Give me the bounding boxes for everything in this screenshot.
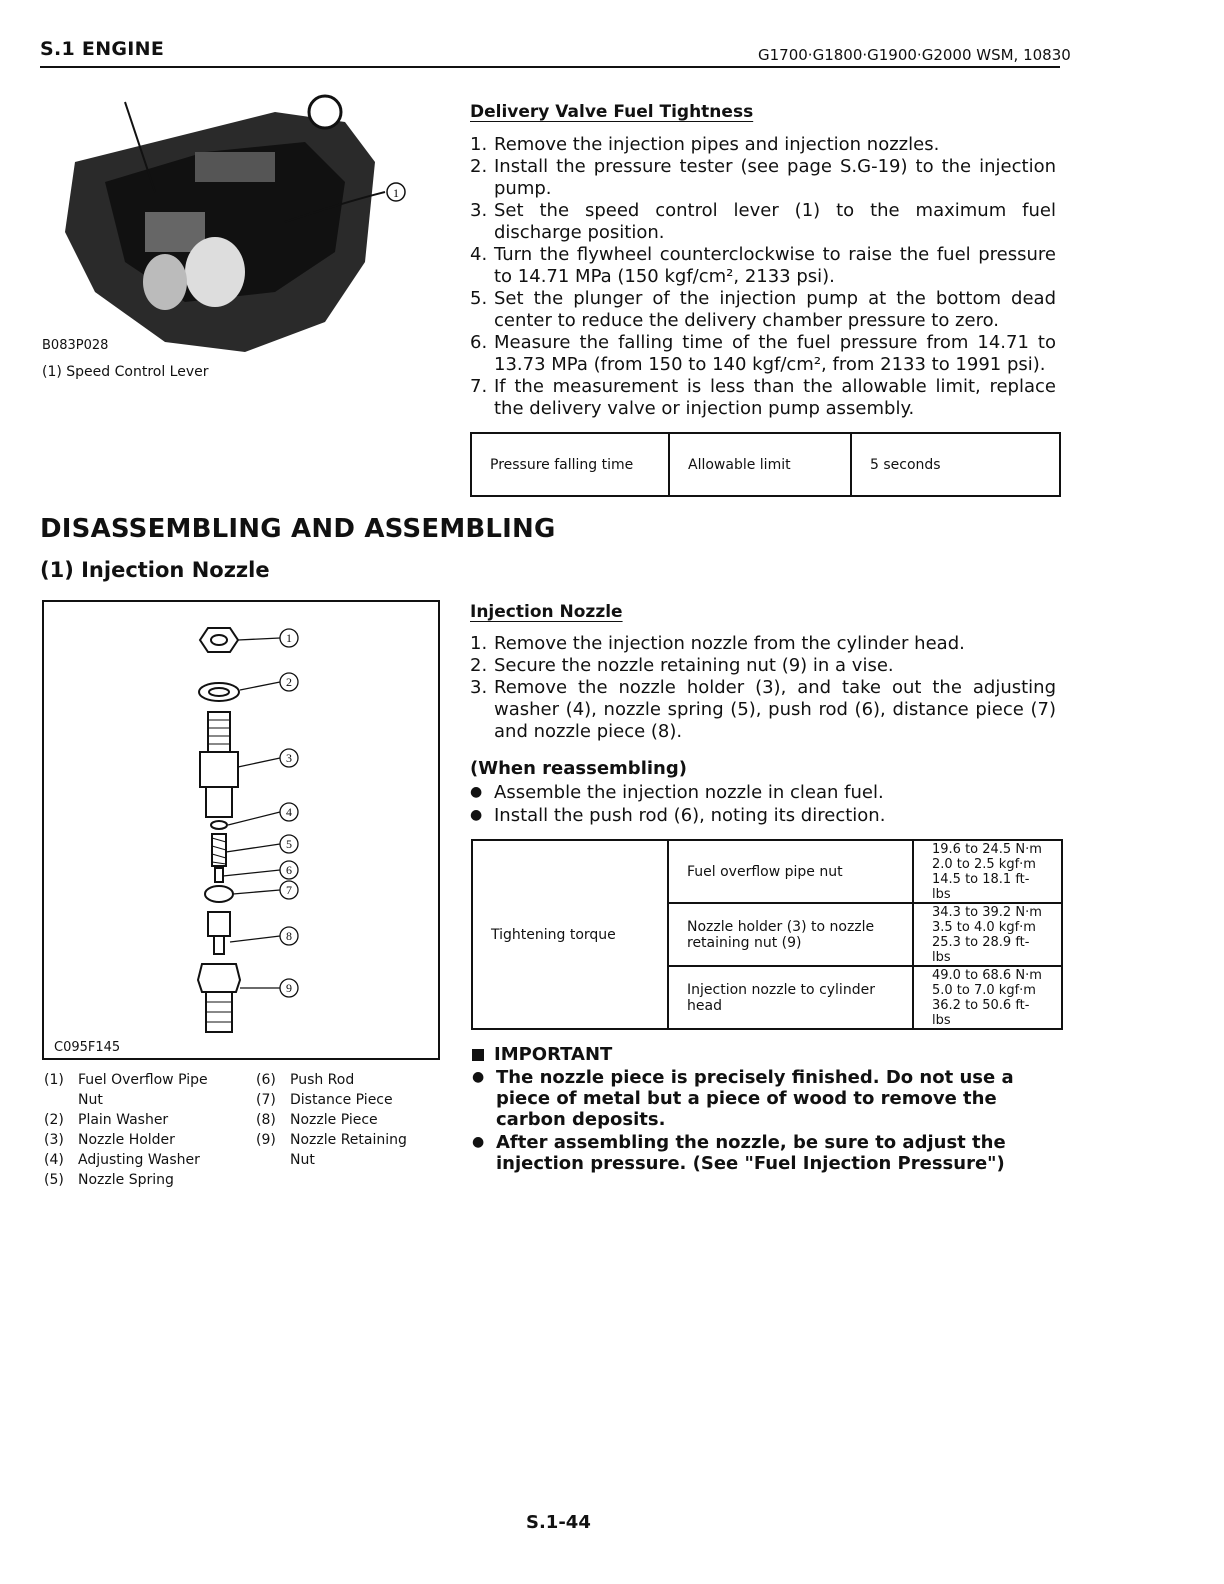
- photo-callout-label: 1: [393, 186, 399, 200]
- torque-value: 34.3 to 39.2 N·m 3.5 to 4.0 kgf·m 25.3 to 28.9 ft-lbs: [913, 903, 1062, 966]
- model-header: G1700·G1800·G1900·G2000 WSM, 10830: [758, 46, 1071, 64]
- step-item: 6. Measure the falling time of the fuel pressure from 14.71 to 13.73 MPa (from 150 to 140 kgf/cm², from 2133 to 1991 psi).: [470, 332, 1056, 375]
- spec-value: 5 seconds: [851, 433, 1060, 496]
- important-list: [472, 1067, 1060, 1176]
- injection-nozzle-steps: [470, 633, 1056, 743]
- parts-list-left: [44, 1070, 254, 1190]
- torque-value: 49.0 to 68.6 N·m 5.0 to 7.0 kgf·m 36.2 to 50.6 ft-lbs: [913, 966, 1062, 1029]
- part-row: (1) Fuel Overflow Pipe: [44, 1072, 208, 1088]
- part-row: Nut: [290, 1152, 315, 1168]
- part-row: (9) Nozzle Retaining: [256, 1132, 407, 1148]
- step-item: 3. Remove the nozzle holder (3), and take out the adjusting washer (4), nozzle spring (5), push rod (6), distance piece (7) and nozzle piece (8).: [470, 677, 1056, 742]
- torque-item: Nozzle holder (3) to nozzle retaining nut (9): [668, 903, 913, 966]
- parts-list-right: [256, 1070, 436, 1170]
- callout-label: 6: [286, 863, 292, 877]
- spec-item: Pressure falling time: [471, 433, 669, 496]
- section-header: S.1 ENGINE: [40, 38, 165, 60]
- part-row: (7) Distance Piece: [256, 1092, 393, 1108]
- part-row: (2) Plain Washer: [44, 1112, 169, 1128]
- important-item: ● After assembling the nozzle, be sure to adjust the injection pressure. (See "Fuel Injection Pressure"): [472, 1132, 1006, 1174]
- callout-label: 3: [286, 751, 292, 765]
- bullet-item: ● Install the push rod (6), noting its direction.: [470, 805, 886, 826]
- step-item: 1. Remove the injection pipes and injection nozzles.: [470, 134, 940, 155]
- header-rule: [40, 66, 1060, 68]
- part-row: (5) Nozzle Spring: [44, 1172, 174, 1188]
- callout-label: 7: [286, 883, 292, 897]
- callout-label: 4: [286, 805, 292, 819]
- subsection-title: (1) Injection Nozzle: [40, 558, 270, 582]
- delivery-valve-title: Delivery Valve Fuel Tightness: [470, 102, 754, 122]
- torque-label: Tightening torque: [472, 840, 668, 1029]
- callout-label: 8: [286, 929, 292, 943]
- part-row: (6) Push Rod: [256, 1072, 355, 1088]
- step-item: 2. Secure the nozzle retaining nut (9) in a vise.: [470, 655, 894, 676]
- step-item: 4. Turn the flywheel counterclockwise to raise the fuel pressure to 14.71 MPa (150 kgf/cm², 2133 psi).: [470, 244, 1056, 287]
- callout-label: 2: [286, 675, 292, 689]
- part-row: (3) Nozzle Holder: [44, 1132, 175, 1148]
- step-item: 2. Install the pressure tester (see page S.G-19) to the injection pump.: [470, 156, 1056, 199]
- reassembling-list: [470, 781, 1056, 827]
- important-item: ● The nozzle piece is precisely finished. Do not use a piece of metal but a piece of wood to remove the carbon deposits.: [472, 1067, 1014, 1130]
- step-item: 3. Set the speed control lever (1) to the maximum fuel discharge position.: [470, 200, 1056, 243]
- step-item: 7. If the measurement is less than the allowable limit, replace the delivery valve or injection pump assembly.: [470, 376, 1056, 419]
- torque-item: Fuel overflow pipe nut: [668, 840, 913, 903]
- part-row: (8) Nozzle Piece: [256, 1112, 378, 1128]
- photo-code: B083P028: [42, 338, 109, 353]
- torque-item: Injection nozzle to cylinder head: [668, 966, 913, 1029]
- reassembling-title: (When reassembling): [470, 758, 687, 779]
- injection-nozzle-title: Injection Nozzle: [470, 602, 623, 622]
- allowable-limit-table: [470, 432, 1061, 497]
- delivery-valve-steps: [470, 134, 1056, 420]
- callout-label: 5: [286, 837, 292, 851]
- bullet-item: ● Assemble the injection nozzle in clean fuel.: [470, 782, 884, 803]
- callout-label: 1: [286, 631, 292, 645]
- diagram-code: C095F145: [54, 1040, 121, 1055]
- step-item: 1. Remove the injection nozzle from the cylinder head.: [470, 633, 965, 654]
- page-number: S.1-44: [526, 1512, 591, 1533]
- step-item: 5. Set the plunger of the injection pump at the bottom dead center to reduce the delivery chamber pressure to zero.: [470, 288, 1056, 331]
- torque-value: 19.6 to 24.5 N·m 2.0 to 2.5 kgf·m 14.5 to 18.1 ft-lbs: [913, 840, 1062, 903]
- spec-label: Allowable limit: [669, 433, 851, 496]
- part-row: (4) Adjusting Washer: [44, 1152, 200, 1168]
- engine-photo: [45, 92, 410, 356]
- important-heading: [472, 1044, 612, 1065]
- nozzle-exploded-diagram: [180, 612, 320, 1042]
- photo-caption: (1) Speed Control Lever: [42, 364, 209, 380]
- tightening-torque-table: [471, 839, 1063, 1030]
- important-square-icon: [472, 1049, 484, 1061]
- important-title: IMPORTANT: [494, 1044, 613, 1065]
- section-title: DISASSEMBLING AND ASSEMBLING: [40, 514, 556, 544]
- callout-label: 9: [286, 981, 292, 995]
- part-row: Nut: [78, 1092, 103, 1108]
